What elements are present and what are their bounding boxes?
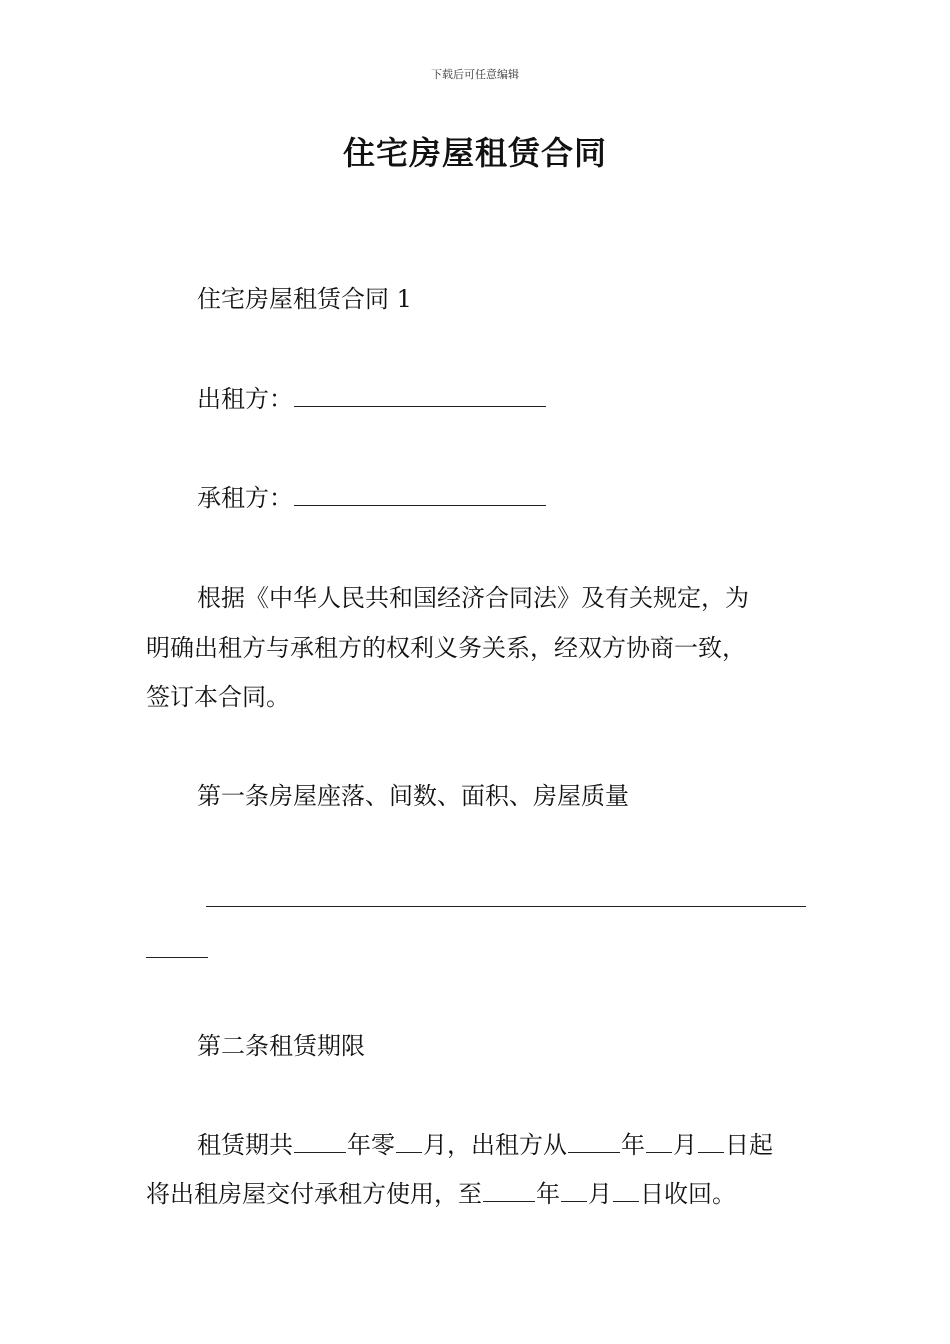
lease-term-line-2 <box>146 1170 736 1218</box>
lease-term-text: 月 <box>673 1131 697 1159</box>
lease-term-text: 年 <box>621 1131 645 1159</box>
article-1-heading: 第一条房屋座落、间数、面积、房屋质量 <box>197 782 629 810</box>
start-year-blank <box>568 1122 620 1153</box>
lessor-line <box>197 375 547 423</box>
lease-term-text: 将出租房屋交付承租方使用，至 <box>146 1180 482 1208</box>
lessee-blank <box>294 475 546 506</box>
preamble-line-1: 根据《中华人民共和国经济合同法》及有关规定，为 <box>197 584 749 612</box>
article-1-blank-line <box>206 906 806 907</box>
end-day-blank <box>613 1171 639 1202</box>
article-2-heading: 第二条租赁期限 <box>197 1032 365 1060</box>
lease-term-text: 年 <box>536 1180 560 1208</box>
lessor-label: 出租方： <box>197 385 293 413</box>
lease-term-text: 日起 <box>725 1131 773 1159</box>
lease-term-text: 租赁期共 <box>197 1131 293 1159</box>
lease-term-text: 月，出租方从 <box>423 1131 567 1159</box>
years-blank <box>294 1122 346 1153</box>
end-year-blank <box>483 1171 535 1202</box>
preamble-line-3: 签订本合同。 <box>146 683 290 711</box>
document-title: 住宅房屋租赁合同 <box>342 134 607 172</box>
start-day-blank <box>698 1122 724 1153</box>
lease-term-text: 年零 <box>347 1131 395 1159</box>
months-blank <box>396 1122 422 1153</box>
lessee-line <box>197 474 547 522</box>
start-month-blank <box>646 1122 672 1153</box>
contract-subtitle: 住宅房屋租赁合同 1 <box>197 285 412 313</box>
end-month-blank <box>561 1171 587 1202</box>
lessor-blank <box>294 376 546 407</box>
header-note: 下载后可任意编辑 <box>431 68 519 81</box>
article-1-blank-line-continued <box>146 957 208 958</box>
lease-term-text: 日收回。 <box>640 1180 736 1208</box>
preamble-line-2: 明确出租方与承租方的权利义务关系，经双方协商一致， <box>146 634 746 662</box>
lease-term-line-1 <box>197 1121 773 1169</box>
lease-term-text: 月 <box>588 1180 612 1208</box>
lessee-label: 承租方： <box>197 484 293 512</box>
